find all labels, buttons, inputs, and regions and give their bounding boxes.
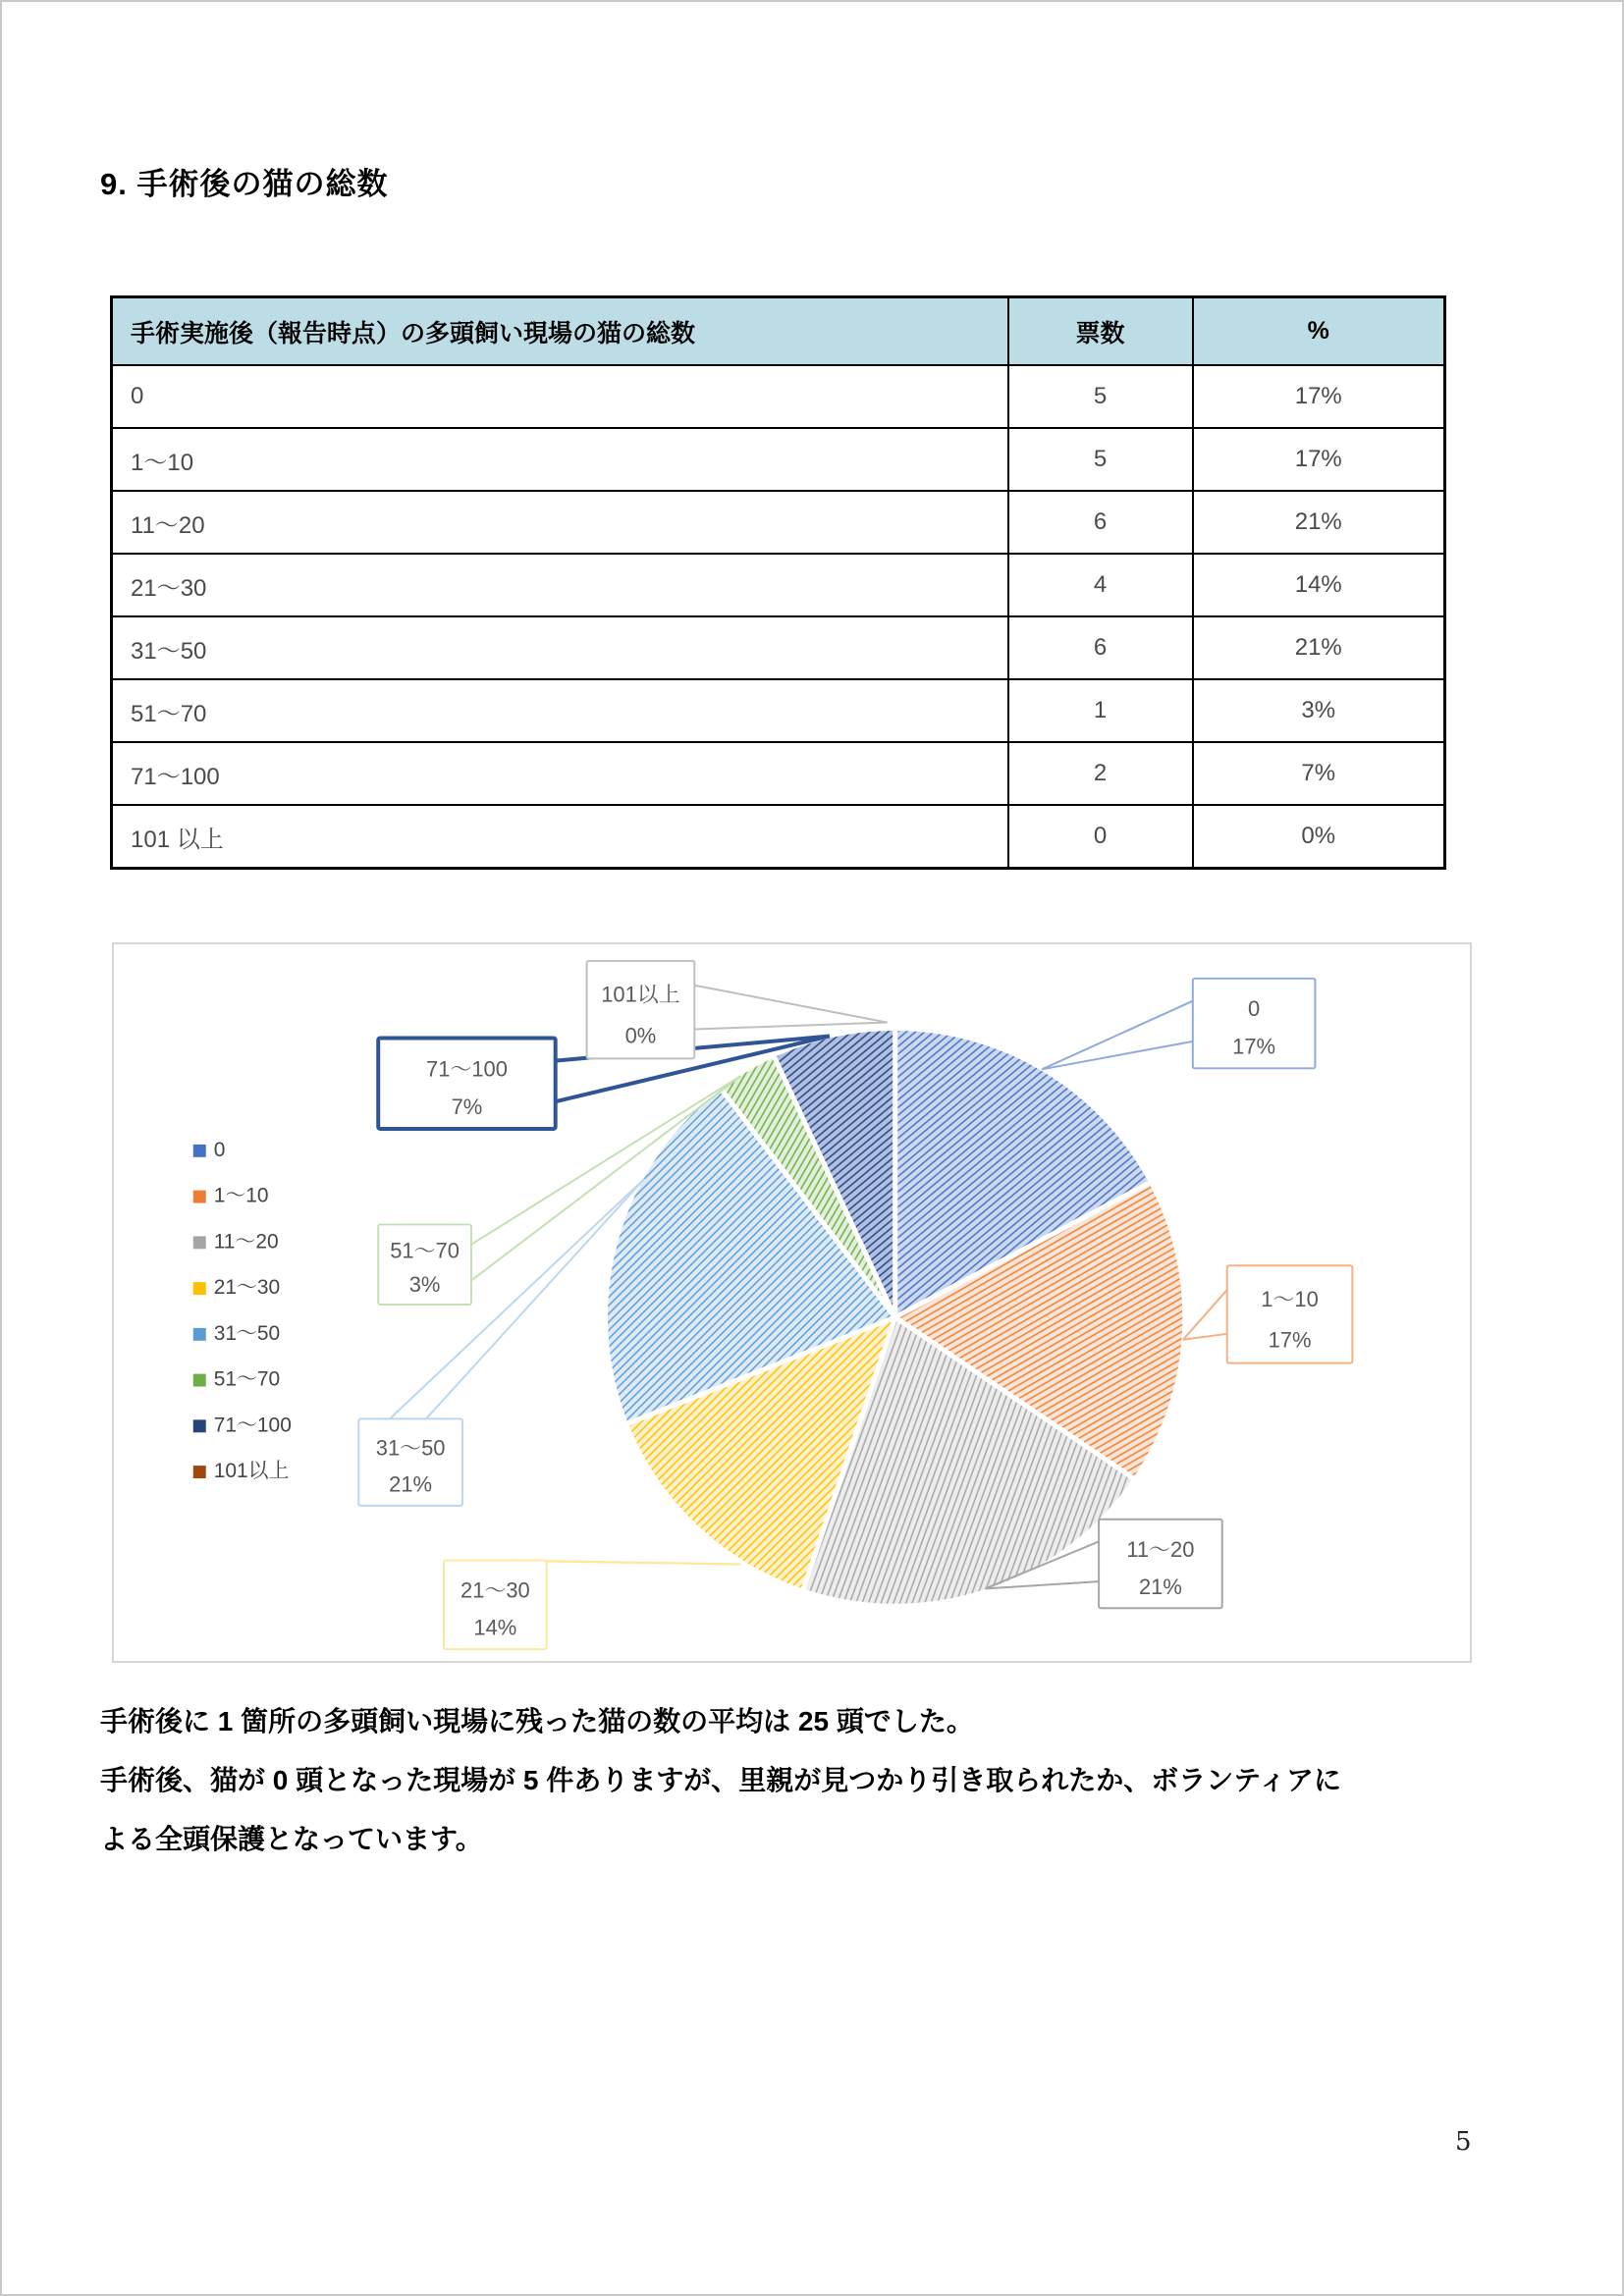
legend-swatch <box>193 1374 206 1387</box>
legend-label: 0 <box>213 1138 226 1161</box>
callout-category-label: 51〜70 <box>390 1238 460 1263</box>
pie-chart-panel <box>112 942 1472 1663</box>
legend-label: 21〜30 <box>213 1276 281 1300</box>
table-cell-percent: 3% <box>1193 679 1445 742</box>
legend-swatch <box>193 1466 206 1478</box>
table-cell-category: 21〜30 <box>112 554 1008 616</box>
pie-chart <box>114 944 1470 1661</box>
table-cell-category: 51〜70 <box>112 679 1008 742</box>
callout-percent-label: 3% <box>408 1271 441 1297</box>
table-cell-category: 0 <box>112 365 1008 428</box>
table-row <box>112 805 1445 869</box>
legend-label: 101以上 <box>213 1460 290 1483</box>
table-cell-percent: 17% <box>1193 365 1445 428</box>
callout-percent-label: 0% <box>624 1023 657 1048</box>
legend-swatch <box>193 1145 206 1157</box>
table-cell-votes: 4 <box>1008 554 1193 616</box>
table-cell-percent: 0% <box>1193 805 1445 869</box>
table-cell-category: 71〜100 <box>112 742 1008 805</box>
table-row <box>112 616 1445 679</box>
callout-category-label: 21〜30 <box>460 1577 530 1603</box>
table-cell-percent: 21% <box>1193 616 1445 679</box>
table-header-category: 手術実施後（報告時点）の多頭飼い現場の猫の総数 <box>112 297 1008 366</box>
table-cell-percent: 7% <box>1193 742 1445 805</box>
legend-label: 11〜20 <box>213 1230 279 1254</box>
callout-leader <box>1183 1290 1227 1340</box>
table-cell-percent: 17% <box>1193 428 1445 491</box>
callout-leader <box>694 986 887 1023</box>
body-text-line: 手術後、猫が 0 頭となった現場が 5 件ありますが、里親が見つかり引き取られたか、ボランティアに <box>100 1765 1342 1795</box>
callout-category-label: 31〜50 <box>375 1435 446 1461</box>
table-row <box>112 491 1445 554</box>
legend-label: 1〜10 <box>213 1184 269 1207</box>
callout-category-label: 101以上 <box>601 982 680 1007</box>
callout-percent-label: 17% <box>1232 1034 1276 1059</box>
callout-leader <box>1042 1041 1193 1069</box>
table-cell-votes: 5 <box>1008 365 1193 428</box>
callout-percent-label: 14% <box>473 1615 517 1640</box>
table-row <box>112 428 1445 491</box>
legend-label: 51〜70 <box>213 1367 281 1391</box>
legend-swatch <box>193 1328 206 1341</box>
table-header-percent: % <box>1193 297 1445 366</box>
callout-leader <box>1042 1001 1193 1070</box>
table-cell-votes: 5 <box>1008 428 1193 491</box>
callout-category-label: 0 <box>1248 996 1261 1022</box>
table-row <box>112 679 1445 742</box>
table-cell-votes: 0 <box>1008 805 1193 869</box>
table-cell-percent: 21% <box>1193 491 1445 554</box>
table-cell-category: 101 以上 <box>112 805 1008 869</box>
callout-percent-label: 7% <box>451 1095 483 1120</box>
callout-category-label: 71〜100 <box>426 1056 508 1082</box>
table-row <box>112 742 1445 805</box>
page-title: 9. 手術後の猫の総数 <box>100 167 389 201</box>
legend-swatch <box>193 1191 206 1203</box>
table-cell-category: 31〜50 <box>112 616 1008 679</box>
callout-category-label: 11〜20 <box>1126 1536 1195 1562</box>
body-text-line: 手術後に 1 箇所の多頭飼い現場に残った猫の数の平均は 25 頭でした。 <box>100 1706 974 1736</box>
table-row <box>112 554 1445 616</box>
callout-percent-label: 21% <box>389 1471 433 1497</box>
table-cell-category: 11〜20 <box>112 491 1008 554</box>
table-row <box>112 365 1445 428</box>
survey-results-table <box>110 295 1446 870</box>
table-cell-votes: 1 <box>1008 679 1193 742</box>
table-cell-votes: 6 <box>1008 491 1193 554</box>
legend-label: 31〜50 <box>213 1321 281 1345</box>
page-number: 5 <box>1455 2127 1472 2157</box>
table-header-votes: 票数 <box>1008 297 1193 366</box>
callout-category-label: 1〜10 <box>1261 1287 1319 1311</box>
callout-leader <box>1183 1334 1227 1340</box>
table-cell-percent: 14% <box>1193 554 1445 616</box>
callout-percent-label: 17% <box>1268 1327 1312 1353</box>
body-text-line: よる全頭保護となっています。 <box>100 1824 483 1854</box>
table-cell-votes: 2 <box>1008 742 1193 805</box>
table-header-row <box>112 297 1445 366</box>
table-cell-votes: 6 <box>1008 616 1193 679</box>
body-text <box>100 1692 1514 1869</box>
callout-percent-label: 21% <box>1138 1574 1182 1599</box>
legend-swatch <box>193 1282 206 1295</box>
table-cell-category: 1〜10 <box>112 428 1008 491</box>
legend-label: 71〜100 <box>213 1414 292 1437</box>
legend-swatch <box>193 1236 206 1249</box>
legend-swatch <box>193 1419 206 1432</box>
